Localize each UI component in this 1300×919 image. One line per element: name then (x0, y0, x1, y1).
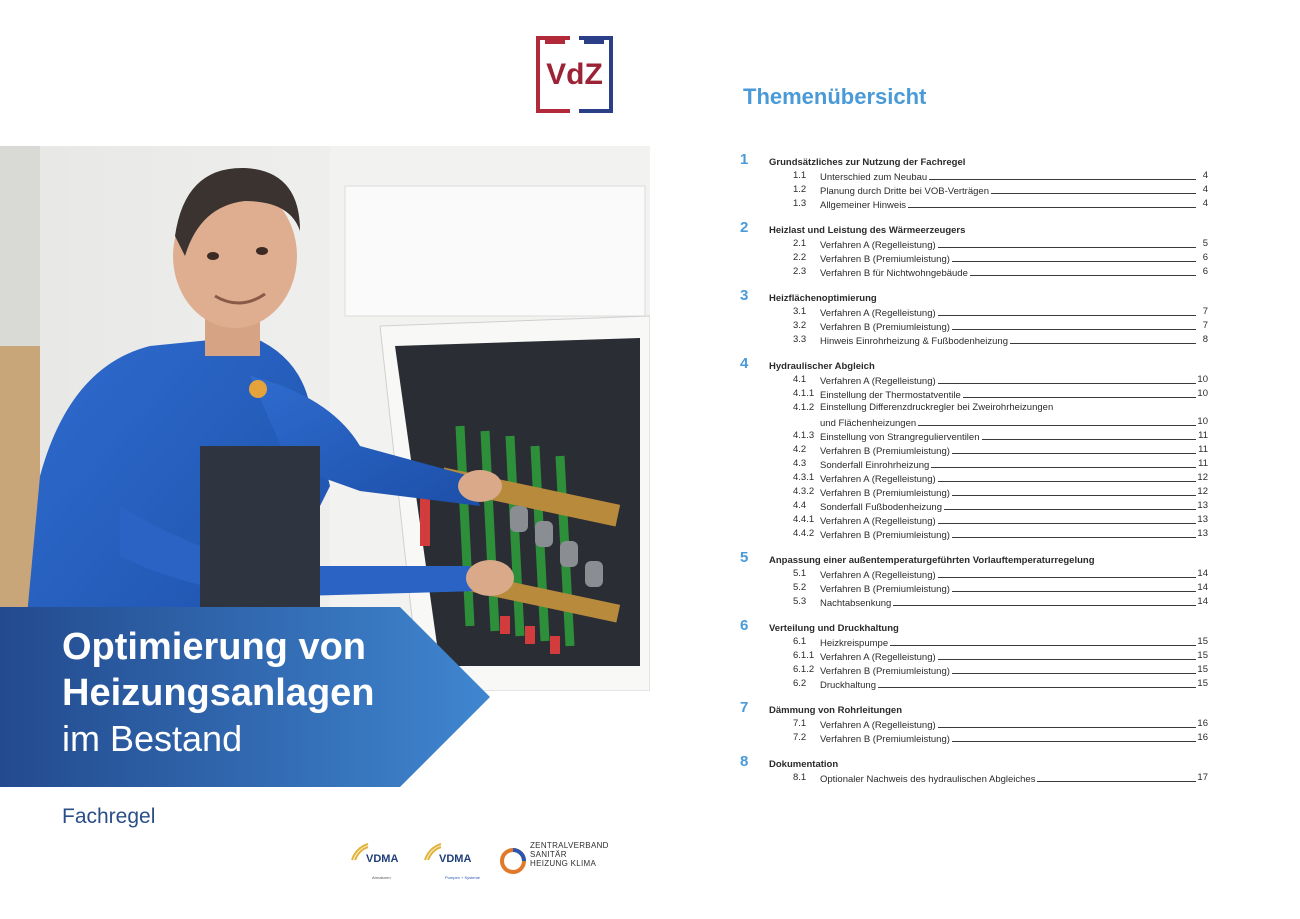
toc-leader-line (970, 266, 1196, 276)
toc-entry-number: 1.3 (793, 198, 807, 209)
toc-section-heading[interactable] (740, 287, 1208, 306)
vdma-pumpen-tag: Pumpen + Systeme (445, 875, 481, 880)
toc-section-heading[interactable] (740, 355, 1208, 374)
toc-entry-label: Verfahren B (Premiumleistung) (820, 530, 950, 541)
toc-entry[interactable] (740, 582, 1208, 596)
toc-leader-line (952, 582, 1196, 592)
vdz-logo-text: VdZ (546, 57, 603, 91)
toc-leader-line (963, 388, 1196, 398)
toc-section-number: 7 (740, 699, 749, 716)
toc-leader-line (1010, 334, 1196, 344)
toc-entry[interactable] (740, 170, 1208, 184)
toc-leader-line (938, 306, 1196, 316)
toc-entry-page: 14 (1197, 596, 1208, 607)
toc-entry-label: Verfahren A (Regelleistung) (820, 308, 936, 319)
vdz-logo (536, 36, 613, 113)
toc-leader-line (918, 416, 1196, 426)
toc-entry-page: 12 (1197, 472, 1208, 483)
toc-entry-number: 6.2 (793, 678, 807, 689)
zvshk-text (530, 841, 609, 868)
toc-entry-number: 1.2 (793, 184, 807, 195)
toc-entry-label: Planung durch Dritte bei VOB-Verträgen (820, 186, 989, 197)
toc-leader-line (893, 596, 1196, 606)
toc-entry[interactable] (740, 596, 1208, 610)
toc-section (740, 549, 1208, 610)
toc-entry-page: 15 (1197, 650, 1208, 661)
toc-entry-label: und Flächenheizungen (820, 418, 917, 429)
toc-section-title: Heizlast und Leistung des Wärmeerzeugers (769, 225, 966, 236)
toc-entry-label: Hinweis Einrohrheizung & Fußbodenheizung (820, 336, 1009, 347)
toc-leader-line (938, 472, 1196, 482)
toc-entry[interactable] (740, 732, 1208, 746)
toc-entry-label: Verfahren A (Regelleistung) (820, 652, 936, 663)
toc-section-title: Hydraulischer Abgleich (769, 361, 875, 372)
toc-leader-line (944, 500, 1196, 510)
toc-entry-number: 6.1 (793, 636, 807, 647)
toc-entry-number: 4.4.1 (793, 514, 815, 525)
toc-section-heading[interactable] (740, 617, 1208, 636)
toc-section-number: 2 (740, 219, 749, 236)
toc-entry-number: 6.1.1 (793, 650, 815, 661)
toc-entry-label: Verfahren B (Premiumleistung) (820, 488, 950, 499)
toc-entry-number: 5.2 (793, 582, 807, 593)
toc-entry-label: Sonderfall Fußbodenheizung (820, 502, 943, 513)
toc-entry-page: 15 (1197, 678, 1208, 689)
toc-leader-line (938, 650, 1196, 660)
toc-leader-line (991, 184, 1196, 194)
toc-entry-number: 4.1 (793, 374, 807, 385)
toc-page (650, 0, 1300, 919)
toc-entry-number: 3.1 (793, 306, 807, 317)
toc-entry-page: 7 (1202, 306, 1208, 317)
toc-entry-number: 4.2 (793, 444, 807, 455)
toc-section-heading[interactable] (740, 151, 1208, 170)
toc-entry-number: 4.4 (793, 500, 807, 511)
cover-title (62, 624, 375, 762)
toc-entry[interactable] (740, 650, 1208, 664)
toc-entry[interactable] (740, 374, 1208, 388)
toc-leader-line (952, 486, 1196, 496)
toc-section-title: Dokumentation (769, 759, 839, 770)
toc-entry-number: 6.1.2 (793, 664, 815, 675)
toc-entry-number: 2.3 (793, 266, 807, 277)
toc-section (740, 355, 1208, 542)
toc-entry-label: Allgemeiner Hinweis (820, 200, 907, 211)
toc-entry-label: Einstellung von Strangregulierventilen (820, 432, 980, 443)
toc-entry-label: Verfahren A (Regelleistung) (820, 474, 936, 485)
toc-entry-number: 2.2 (793, 252, 807, 263)
zvshk-line-3: HEIZUNG KLIMA (530, 859, 597, 868)
toc-entry-page: 16 (1197, 732, 1208, 743)
toc-entry-label: Unterschied zum Neubau (820, 172, 928, 183)
toc-leader-line (952, 320, 1196, 330)
toc-entry[interactable] (740, 568, 1208, 582)
vdma-pumpen-logo (423, 842, 493, 882)
toc-entry-number: 4.1.1 (793, 388, 815, 399)
toc-entry-page: 6 (1202, 252, 1208, 263)
toc-leader-line (952, 444, 1196, 454)
toc-section-heading[interactable] (740, 699, 1208, 718)
toc-section (740, 151, 1208, 212)
toc-list (740, 151, 1208, 796)
toc-entry-label: Verfahren B (Premiumleistung) (820, 734, 950, 745)
toc-entry[interactable] (740, 636, 1208, 650)
toc-leader-line (952, 732, 1196, 742)
toc-entry[interactable] (740, 458, 1208, 472)
toc-leader-line (1037, 772, 1196, 782)
toc-section-number: 4 (740, 355, 749, 372)
toc-leader-line (952, 252, 1196, 262)
toc-entry-page: 10 (1197, 388, 1208, 399)
toc-section (740, 753, 1208, 786)
toc-leader-line (938, 374, 1196, 384)
toc-section-heading[interactable] (740, 549, 1208, 568)
toc-section-title: Grundsätzliches zur Nutzung der Fachregel (769, 157, 966, 168)
toc-entry-label: Nachtabsenkung (820, 598, 892, 609)
toc-entry-number: 8.1 (793, 772, 807, 783)
toc-entry[interactable] (740, 430, 1208, 444)
toc-entry-page: 13 (1197, 500, 1208, 511)
cover-subtitle: Fachregel (62, 805, 156, 828)
toc-leader-line (890, 636, 1196, 646)
toc-entry[interactable] (740, 334, 1208, 348)
toc-section-heading[interactable] (740, 219, 1208, 238)
toc-leader-line (952, 664, 1196, 674)
toc-entry-label: Heizkreispumpe (820, 638, 889, 649)
toc-entry-page: 4 (1202, 170, 1208, 181)
toc-entry-page: 5 (1202, 238, 1208, 249)
zvshk-logo (500, 838, 640, 878)
toc-leader-line (908, 198, 1196, 208)
zvshk-line-1: ZENTRALVERBAND (530, 841, 609, 850)
toc-entry-page: 10 (1197, 374, 1208, 385)
toc-section-title: Anpassung einer außentemperaturgeführten Vorlauftemperaturregelung (769, 555, 1095, 566)
toc-entry-page: 7 (1202, 320, 1208, 331)
toc-section (740, 617, 1208, 692)
toc-entry[interactable] (740, 184, 1208, 198)
toc-entry-page: 11 (1198, 430, 1208, 441)
toc-section-title: Heizflächenoptimierung (769, 293, 877, 304)
toc-entry[interactable] (740, 664, 1208, 678)
toc-section-number: 8 (740, 753, 749, 770)
toc-entry[interactable] (740, 388, 1208, 402)
toc-leader-line (938, 718, 1196, 728)
toc-entry-page: 11 (1198, 458, 1208, 469)
toc-entry[interactable] (740, 678, 1208, 692)
toc-title: Themenübersicht (743, 84, 927, 109)
toc-section-number: 1 (740, 151, 749, 168)
vdma-armaturen-tag: Armaturen (372, 875, 391, 880)
toc-section-heading[interactable] (740, 753, 1208, 772)
toc-leader-line (938, 238, 1196, 248)
toc-section (740, 287, 1208, 348)
toc-section-title: Dämmung von Rohrleitungen (769, 705, 902, 716)
zvshk-ring-icon (500, 848, 526, 874)
toc-entry-label: Verfahren A (Regelleistung) (820, 240, 936, 251)
toc-section-title: Verteilung und Druckhaltung (769, 623, 899, 634)
toc-section-number: 6 (740, 617, 749, 634)
toc-entry-label: Verfahren B (Premiumleistung) (820, 254, 950, 265)
toc-entry-page: 12 (1197, 486, 1208, 497)
toc-entry[interactable] (740, 402, 1208, 416)
partner-logos (350, 836, 640, 896)
toc-entry[interactable] (740, 718, 1208, 732)
toc-entry[interactable] (740, 252, 1208, 266)
toc-entry-label: Einstellung Differenzdruckregler bei Zweirohrheizungen (820, 402, 1054, 413)
toc-entry[interactable] (740, 500, 1208, 514)
toc-entry-label: Verfahren B (Premiumleistung) (820, 446, 950, 457)
toc-entry[interactable] (740, 320, 1208, 334)
toc-entry-label: Verfahren B (Premiumleistung) (820, 322, 950, 333)
toc-entry-number: 5.3 (793, 596, 807, 607)
toc-entry[interactable] (740, 416, 1208, 430)
toc-leader-line (938, 514, 1196, 524)
toc-entry[interactable] (740, 266, 1208, 280)
toc-entry[interactable] (740, 444, 1208, 458)
toc-section (740, 699, 1208, 746)
toc-entry-page: 15 (1197, 636, 1208, 647)
toc-entry-number: 4.1.2 (793, 402, 815, 413)
cover-title-line-1: Optimierung von (62, 626, 366, 668)
toc-leader-line (929, 170, 1196, 180)
zvshk-line-2: SANITÄR (530, 850, 567, 859)
vdma-pumpen-name: VDMA (439, 853, 472, 865)
toc-entry-number: 1.1 (793, 170, 807, 181)
toc-entry-page: 14 (1197, 568, 1208, 579)
toc-entry-label: Verfahren A (Regelleistung) (820, 570, 936, 581)
toc-entry[interactable] (740, 486, 1208, 500)
toc-entry-number: 4.1.3 (793, 430, 815, 441)
toc-entry-page: 14 (1197, 582, 1208, 593)
toc-entry[interactable] (740, 772, 1208, 786)
toc-entry-page: 10 (1197, 416, 1208, 427)
toc-entry-page: 6 (1202, 266, 1208, 277)
toc-entry-page: 17 (1197, 772, 1208, 783)
toc-leader-line (952, 528, 1196, 538)
toc-entry-page: 16 (1197, 718, 1208, 729)
cover-title-line-3: im Bestand (62, 718, 243, 759)
toc-entry-label: Verfahren A (Regelleistung) (820, 376, 936, 387)
toc-leader-line (982, 430, 1197, 440)
toc-leader-line (938, 568, 1196, 578)
toc-entry-label: Sonderfall Einrohrheizung (820, 460, 930, 471)
toc-section-number: 5 (740, 549, 749, 566)
toc-entry-number: 5.1 (793, 568, 807, 579)
toc-entry[interactable] (740, 238, 1208, 252)
toc-entry-page: 15 (1197, 664, 1208, 675)
toc-entry-label: Optionaler Nachweis des hydraulischen Abgleiches (820, 774, 1036, 785)
toc-entry-label: Verfahren B (Premiumleistung) (820, 666, 950, 677)
toc-entry-number: 2.1 (793, 238, 807, 249)
toc-entry[interactable] (740, 514, 1208, 528)
toc-entry-label: Druckhaltung (820, 680, 876, 691)
cover-title-line-2: Heizungsanlagen (62, 672, 375, 714)
toc-leader-line (878, 678, 1196, 688)
toc-entry[interactable] (740, 306, 1208, 320)
toc-section (740, 219, 1208, 280)
toc-entry[interactable] (740, 528, 1208, 542)
toc-entry-number: 4.3.2 (793, 486, 815, 497)
toc-entry-label: Verfahren B für Nichtwohngebäude (820, 268, 968, 279)
toc-entry-label: Verfahren A (Regelleistung) (820, 720, 936, 731)
toc-entry-page: 4 (1202, 184, 1208, 195)
toc-entry-label: Verfahren B (Premiumleistung) (820, 584, 950, 595)
toc-entry[interactable] (740, 198, 1208, 212)
toc-entry-number: 7.1 (793, 718, 807, 729)
toc-entry-number: 4.4.2 (793, 528, 815, 539)
toc-entry-page: 8 (1202, 334, 1208, 345)
toc-entry-number: 3.2 (793, 320, 807, 331)
toc-entry-page: 4 (1202, 198, 1208, 209)
toc-entry-label: Einstellung der Thermostatventile (820, 390, 961, 401)
toc-entry-page: 13 (1197, 514, 1208, 525)
toc-leader-line (931, 458, 1196, 468)
toc-entry-number: 3.3 (793, 334, 807, 345)
toc-entry[interactable] (740, 472, 1208, 486)
vdma-armaturen-logo (350, 842, 420, 882)
toc-entry-number: 7.2 (793, 732, 807, 743)
toc-entry-number: 4.3 (793, 458, 807, 469)
toc-entry-number: 4.3.1 (793, 472, 815, 483)
toc-entry-page: 13 (1197, 528, 1208, 539)
toc-entry-label: Verfahren A (Regelleistung) (820, 516, 936, 527)
toc-entry-page: 11 (1198, 444, 1208, 455)
toc-section-number: 3 (740, 287, 749, 304)
vdma-armaturen-name: VDMA (366, 853, 399, 865)
